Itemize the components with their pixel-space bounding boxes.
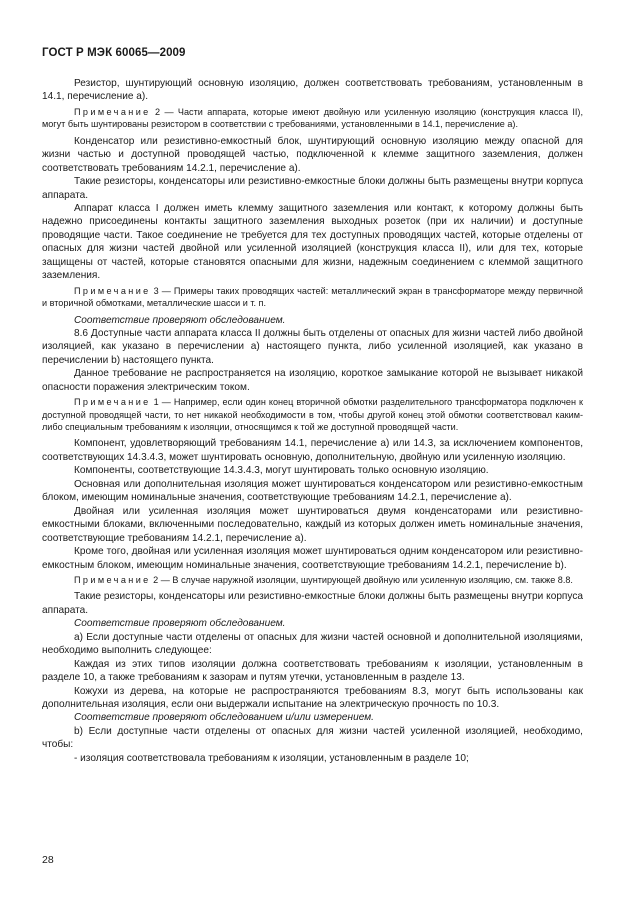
body-paragraph: а) Если доступные части отделены от опасных для жизни частей основной и дополнительной изоляциями, необходимо выполнить следующее: <box>42 631 583 657</box>
body-paragraph: Резистор, шунтирующий основную изоляцию, должен соответствовать требованиям, установленным в 14.1, перечисление а). <box>42 78 583 103</box>
body-paragraph: Кроме того, двойная или усиленная изоляция может шунтироваться одним конденсатором или резистивно-емкостным блоком, имеющим номинальные значения, соответствующие требованиям 14.2.1, перечисление b). <box>42 546 583 571</box>
note-label: Примечание <box>74 574 151 585</box>
note-paragraph <box>42 574 583 586</box>
body-paragraph: 8.6 Доступные части аппарата класса II должны быть отделены от опасных для жизни частей либо двойной изоляцией, как указано в перечислении а) настоящего пункта, либо усиленной изоляцией, как указано в перечислении b) настоящего пункта. <box>42 327 583 366</box>
compliance-statement: Соответствие проверяют обследованием. <box>74 314 286 326</box>
body-paragraph: Аппарат класса I должен иметь клемму защитного заземления или контакт, к которому должны быть надежно присоединены контакты защитного заземления выходных розеток (при их наличии) и доступные проводящие части. Такое соединение не требуется для тех доступных проводящих частей, которые отделены от опасных для жизни частей двойной или усиленной изоляцией (конструкция класса II), или для тех, которые защищены от частей, которые становятся опасными для жизни, надежным соединением с клеммой защитного заземления. <box>42 202 583 282</box>
body-paragraph: Такие резисторы, конденсаторы или резистивно-емкостные блоки должны быть размещены внутри корпуса аппарата. <box>42 176 583 201</box>
body-text <box>42 77 583 765</box>
standard-header: ГОСТ Р МЭК 60065—2009 <box>42 47 186 59</box>
note-text: 1 — Например, если один конец вторичной обмотки разделительного трансформатора подключен к доступной проводящей части, то нет никакой необходимости в том, чтобы другой конец этой обмотки соответствовал каким-либо специальным требованиям к изоляции, относящимся к той же доступной проводящей части. <box>42 397 583 433</box>
note-paragraph <box>42 396 583 433</box>
compliance-statement: Соответствие проверяют обследованием и/или измерением. <box>74 712 374 724</box>
note-label: Примечание <box>74 285 151 296</box>
body-paragraph: Данное требование не распространяется на изоляцию, короткое замыкание которой не вызывает никакой опасности поражения электрическим током. <box>42 368 583 393</box>
body-paragraph: Двойная или усиленная изоляция может шунтироваться двумя конденсаторами или резистивно-емкостными блоками, включенными последовательно, каждый из которых должен иметь номинальные значения, соответствующие требованиям 14.2.1, перечисление а). <box>42 505 583 544</box>
note-label: Примечание <box>74 397 151 408</box>
compliance-statement: Соответствие проверяют обследованием. <box>74 618 286 630</box>
note-text: 2 — Части аппарата, которые имеют двойную или усиленную изоляцию (конструкция класса II), могут быть шунтированы резистором в соответствии с требованиями, установленными в 14.1, перечисление а). <box>42 106 583 130</box>
body-paragraph: - изоляция соответствовала требованиям к изоляции, установленным в разделе 10; <box>74 752 469 764</box>
note-text: 3 — Примеры таких проводящих частей: металлический экран в трансформаторе между первичной и вторичной обмотками, металлические шасси и т. п. <box>42 285 583 309</box>
body-paragraph: Конденсатор или резистивно-емкостный блок, шунтирующий основную изоляцию между опасной для жизни частью и доступной проводящей частью, подключенной к клемме защитного заземления, должен соответствовать требованиям 14.2.1, перечисление а). <box>42 135 583 174</box>
note-paragraph <box>42 285 583 310</box>
note-paragraph <box>42 106 583 131</box>
body-paragraph: Компонент, удовлетворяющий требованиям 14.1, перечисление а) или 14.3, за исключением компонентов, соответствующих 14.3.4.3, может шунтировать основную, дополнительную, двойную или усиленную изоляцию. <box>42 438 583 463</box>
page-number: 28 <box>42 854 54 866</box>
note-text: 2 — В случае наружной изоляции, шунтирующей двойную или усиленную изоляцию, см. также 8.8. <box>150 574 573 585</box>
body-paragraph: Каждая из этих типов изоляции должна соответствовать требованиям к изоляции, установленным в разделе 10, а также требованиям к зазорам и путям утечки, установленным в разделе 13. <box>42 658 583 684</box>
body-paragraph: b) Если доступные части отделены от опасных для жизни частей усиленной изоляцией, необходимо, чтобы: <box>42 725 583 751</box>
body-paragraph: Такие резисторы, конденсаторы или резистивно-емкостные блоки должны быть размещены внутри корпуса аппарата. <box>42 591 583 616</box>
body-paragraph: Кожухи из дерева, на которые не распространяются требованиям 8.3, могут быть использованы как дополнительная изоляция, если они выдержали испытание на электрическую прочность по 10.3. <box>42 685 583 711</box>
body-paragraph: Компоненты, соответствующие 14.3.4.3, могут шунтировать только основную изоляцию. <box>74 465 489 477</box>
body-paragraph: Основная или дополнительная изоляция может шунтироваться конденсатором или резистивно-емкостным блоком, имеющим номинальные значения, соответствующие требованиям 14.2.1, перечисление а). <box>42 478 583 504</box>
note-label: Примечание <box>74 106 151 117</box>
